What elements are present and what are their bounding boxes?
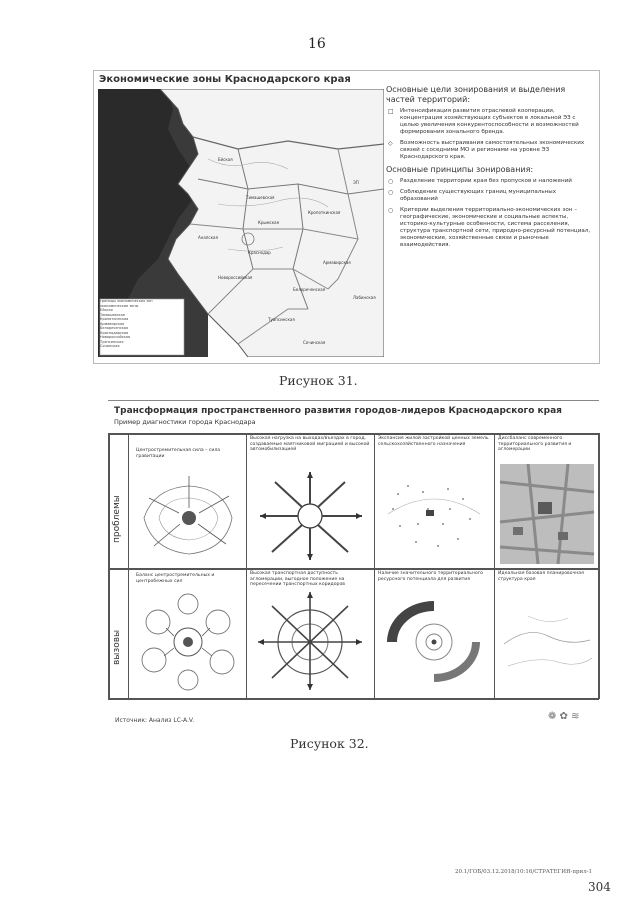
map-label-krymsk: Крымская <box>258 220 280 225</box>
grid-line <box>598 433 600 699</box>
challenge-label-1: Баланс центростремительных и центробежных сил <box>136 573 215 584</box>
problem-label-2: Высокая нагрузка на выходах/въездах в город, создаваемые маятниковой миграцией и высокой автомобилизацией <box>250 436 370 452</box>
principle-item <box>386 207 592 249</box>
grid-line <box>108 433 110 699</box>
gravity-diagram <box>134 468 242 564</box>
territorial-resource-diagram <box>378 590 490 690</box>
map-label-armavir: Армавирская <box>323 260 351 265</box>
row-label-challenges: вызовы <box>112 629 122 665</box>
svg-text:❁ ✿ ≋: ❁ ✿ ≋ <box>548 711 580 722</box>
principles-list <box>386 178 592 249</box>
map-label-sochi: Сочинская <box>303 340 326 345</box>
grid-line <box>494 433 495 699</box>
goal-item <box>386 140 592 161</box>
footer-page-number: 304 <box>588 880 611 894</box>
challenge-label-2: Высокая транспортная доступность агломерации, выгодное положение на пересечении транспортных коридоров <box>250 571 345 587</box>
transport-access-diagram <box>250 588 370 692</box>
traffic-load-diagram <box>250 464 370 564</box>
divider <box>108 400 599 401</box>
legend-item: Армавирская <box>100 321 125 326</box>
problem-label-1: Центростремительная сила – сила гравитации <box>136 448 221 459</box>
map-label-belorechensk: Белореченская <box>293 287 326 292</box>
map-label-timashevsk: Тимашевская <box>246 195 275 200</box>
legend-item: Новороссийская <box>100 335 131 339</box>
legend-item: экономические зоны <box>100 303 139 308</box>
principle-item <box>386 189 592 203</box>
map-legend <box>100 299 180 349</box>
zoning-text-block <box>386 85 592 253</box>
source-note: Источник: Анализ LC-A.V. <box>115 717 195 724</box>
figure-32-title: Трансформация пространственного развития городов-лидеров Краснодарского края <box>114 406 562 416</box>
sprawl-diagram <box>378 464 490 564</box>
figure-32-subtitle: Пример диагностики города Краснодара <box>114 418 256 426</box>
goals-list <box>386 108 592 161</box>
legend-item: Тимашевская <box>100 312 125 317</box>
principle-text: Разделение территории края без пропусков и наложений <box>400 178 572 184</box>
grid-line <box>108 568 599 570</box>
map-label-kropotkin: Кропоткинская <box>308 210 341 215</box>
principle-text: Соблюдение существующих границ муниципальных образований <box>400 189 557 202</box>
principles-heading: Основные принципы зонирования: <box>386 165 534 174</box>
principle-text: Критерии выделения территориально-экономических зон – географические, экономические и социальные аспекты, историко-культурные особенности, система расселения, структура транспортной сети, природно-ресурсный потенциал, экономические, хозяйственные связи и рыночные взаимодействия. <box>400 207 591 248</box>
legend-item: Ейская <box>100 308 113 312</box>
square-bullet-icon: □ <box>388 108 394 115</box>
map-label-labinsk: Лабинская <box>353 295 376 300</box>
map-label-anapa: Анапская <box>198 235 218 240</box>
footer-document-code: 20.1/ГОБ/03.12.2018/10:16/СТРАТЕГИЯ-прил-1 <box>455 869 593 875</box>
figure-32-panel <box>108 400 599 700</box>
grid-line <box>128 433 129 699</box>
challenge-label-4: Идеальная базовая планировочная структура края <box>498 571 584 582</box>
row-label-problems: проблемы <box>112 495 122 543</box>
diamond-bullet-icon: ◇ <box>388 140 393 147</box>
circle-bullet-icon: ○ <box>388 207 394 214</box>
goal-item <box>386 108 592 136</box>
figure-32-caption: Рисунок 32. <box>290 736 369 751</box>
map-label-novorossiysk: Новороссийская <box>218 275 253 280</box>
map-label-krasnodar: Краснодар <box>248 250 271 255</box>
circle-bullet-icon: ○ <box>388 189 394 196</box>
planning-structure-diagram <box>498 596 596 692</box>
legend-item: Белореченская <box>100 326 129 330</box>
goals-heading: Основные цели зонирования и выделения частей территорий: <box>386 85 566 104</box>
challenge-label-3: Наличие значительного территориального ресурсного потенциала для развития <box>378 571 483 582</box>
figure-31-title: Экономические зоны Краснодарского края <box>99 74 351 85</box>
goal-text: Интенсификация развития отраслевой кооперации, концентрация хозяйствующих субъектов в локальной ЭЗ с целью увеличения конкурентоспособности и возможностей формирования зонального бренда. <box>400 108 579 135</box>
legend-item: границы экономических зон <box>100 299 153 303</box>
map-label-ep: ЭП <box>353 180 359 185</box>
grid-line <box>108 433 599 435</box>
grid-line <box>246 433 247 699</box>
principle-item <box>386 178 592 185</box>
legend-item: Сочинская <box>100 344 120 348</box>
problem-label-3: Экспансия жилой застройкой ценных земель сельскохозяйственного назначения <box>378 436 489 447</box>
figure-31-panel <box>93 70 600 364</box>
grid-line <box>108 698 599 700</box>
legend-item: Краснодарская <box>100 330 129 335</box>
circle-bullet-icon: ○ <box>388 178 394 185</box>
grid-line <box>374 433 375 699</box>
map-label-eysk: Ейская <box>218 157 233 162</box>
problem-label-4: Диссбаланс современного территориального развития и агломерации <box>498 436 572 452</box>
page-number: 16 <box>308 36 326 52</box>
consultancy-logo-icon <box>548 708 598 722</box>
goal-text: Возможность выстраивания самостоятельных экономических связей с соседними МО и регионами на уровне ЭЗ Краснодарского края. <box>400 140 585 160</box>
figure-31-caption: Рисунок 31. <box>279 373 358 388</box>
agglomeration-imbalance-diagram <box>498 462 596 566</box>
map-label-tuapse: Туапсинская <box>268 317 295 322</box>
balance-forces-diagram <box>134 592 242 692</box>
legend-item: Туапсинская <box>100 339 124 344</box>
legend-item: Кропоткинская <box>100 317 129 321</box>
